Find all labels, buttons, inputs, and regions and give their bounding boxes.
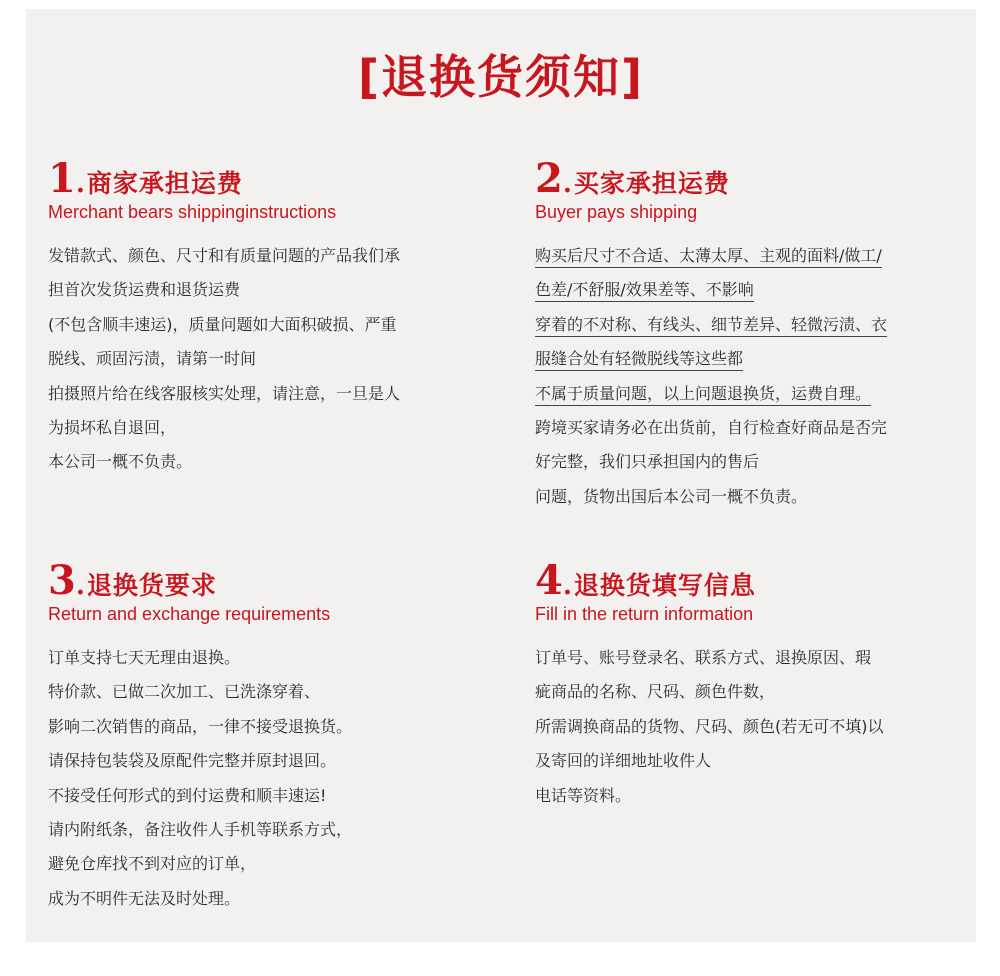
body-line: 订单号、账号登录名、联系方式、退换原因、瑕 — [535, 648, 872, 667]
section-body — [535, 239, 975, 514]
section-number: 3 — [48, 557, 76, 604]
body-line-underlined: 服缝合处有轻微脱线等这些都 — [535, 342, 975, 376]
body-line: 订单支持七天无理由退换。 — [48, 648, 241, 667]
body-line: 脱线、顽固污渍，请第一时间 — [48, 349, 257, 369]
body-line: 避免仓库找不到对应的订单， — [48, 854, 257, 874]
body-line: 成为不明件无法及时处理。 — [48, 888, 241, 908]
body-line: 电话等资料。 — [535, 785, 632, 805]
section-number: 1 — [48, 155, 76, 202]
section-title: 商家承担运费 — [86, 169, 243, 198]
body-line: 疵商品的名称、尺码、颜色件数， — [535, 682, 776, 702]
section-subtitle: Return and exchange requirements — [48, 604, 331, 624]
section-heading: 4 . 退换货填写信息 — [535, 557, 756, 604]
body-line: 担首次发货运费和退货运费 — [48, 280, 241, 300]
body-line: 及寄回的详细地址收件人 — [535, 751, 712, 771]
body-line-underlined: 不属于质量问题，以上问题退换货，运费自理。 — [535, 377, 975, 411]
body-line-underlined: 色差/不舒服/效果差等、不影响 — [535, 273, 975, 307]
section-heading: 2 . 买家承担运费 — [535, 155, 730, 202]
section-title: 退换货填写信息 — [573, 571, 756, 600]
section-subtitle: Buyer pays shipping — [535, 202, 698, 222]
notice-card — [26, 9, 976, 942]
section-return-info — [535, 557, 975, 813]
body-line: 问题，货物出国后本公司一概不负责。 — [535, 486, 808, 506]
section-body — [48, 641, 488, 916]
section-heading: 3 . 退换货要求 — [48, 557, 217, 604]
body-line: 请内附纸条，备注收件人手机等联系方式， — [48, 820, 353, 840]
body-line: 跨境买家请务必在出货前，自行检查好商品是否完 — [535, 418, 888, 438]
section-title: 买家承担运费 — [573, 169, 730, 198]
body-line: 所需调换商品的货物、尺码、颜色(若无可不填)以 — [535, 716, 884, 736]
section-title: 退换货要求 — [86, 571, 217, 600]
body-line-underlined: 购买后尺寸不合适、太薄太厚、主观的面料/做工/ — [535, 239, 975, 273]
body-line-underlined: 穿着的不对称、有线头、细节差异、轻微污渍、衣 — [535, 308, 975, 342]
body-line: 好完整，我们只承担国内的售后 — [535, 452, 760, 472]
section-subtitle: Merchant bears shippinginstructions — [48, 202, 337, 222]
section-heading: 1 . 商家承担运费 — [48, 155, 243, 202]
body-line: 请保持包装袋及原配件完整并原封退回。 — [48, 751, 337, 771]
body-line: 发错款式、颜色、尺寸和有质量问题的产品我们承 — [48, 246, 401, 265]
section-body — [535, 641, 975, 813]
body-line: 不接受任何形式的到付运费和顺丰速运! — [48, 785, 327, 805]
section-number: 2 — [535, 155, 563, 202]
body-line: 拍摄照片给在线客服核实处理，请注意，一旦是人 — [48, 383, 401, 403]
section-buyer-pays — [535, 155, 975, 514]
section-subtitle: Fill in the return information — [535, 604, 754, 624]
section-number: 4 — [535, 557, 563, 604]
body-line: 特价款、已做二次加工、已洗涤穿着、 — [48, 682, 321, 702]
body-line: 为损坏私自退回， — [48, 418, 177, 438]
section-merchant-pays — [48, 155, 488, 480]
body-line: (不包含顺丰速运)，质量问题如大面积破损、严重 — [48, 314, 397, 334]
section-return-requirements — [48, 557, 488, 916]
body-line: 影响二次销售的商品，一律不接受退换货。 — [48, 716, 353, 736]
body-line: 本公司一概不负责。 — [48, 452, 193, 472]
section-body — [48, 239, 488, 480]
page-title: [退换货须知] — [357, 50, 645, 104]
